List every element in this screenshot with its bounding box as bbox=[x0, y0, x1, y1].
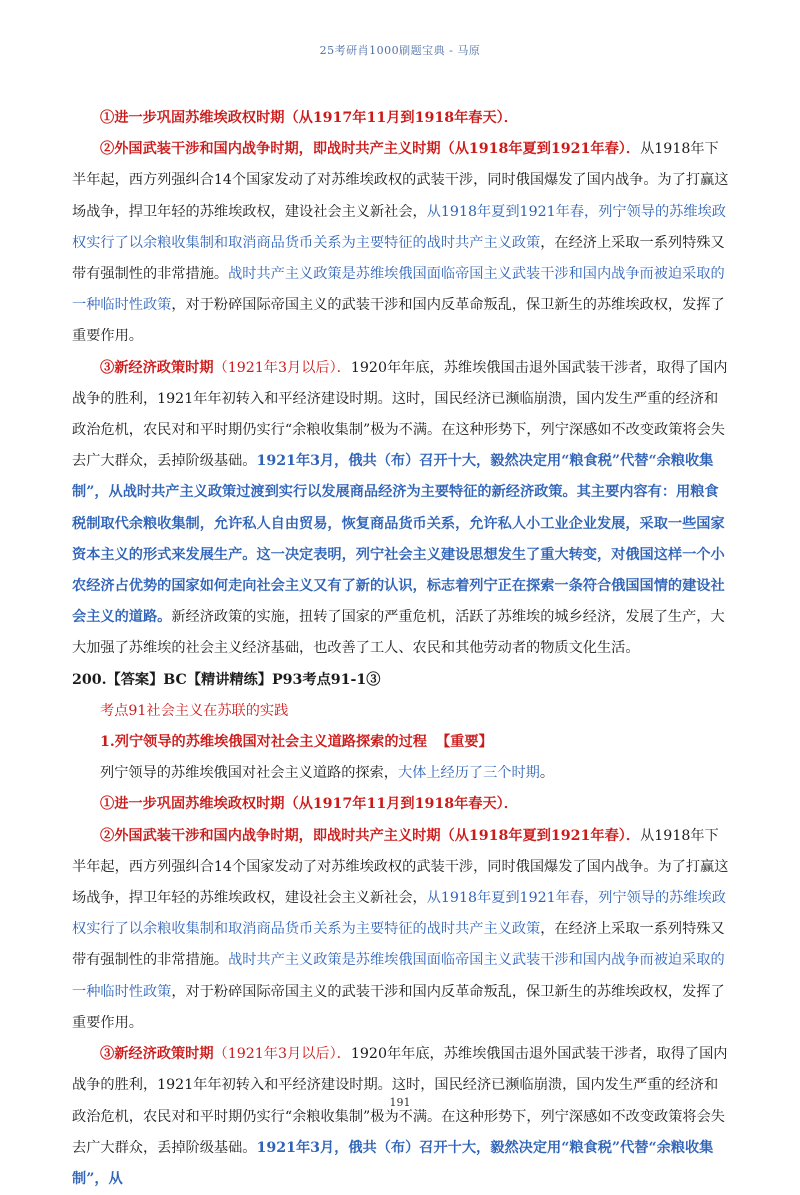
bottom-period-2 bbox=[72, 821, 732, 1039]
period-2-text-a: 从1918年下半年起，西方列强纠合14个国家发动了对苏维埃政权的武装干涉，同时俄国爆发了国内战争。为了打赢这场战争，捍卫年轻的苏维埃政权，建设社会主义新社会， bbox=[72, 141, 729, 220]
section-heading bbox=[72, 727, 732, 758]
b-period-2-highlight-2: 战时共产主义政策是苏维埃俄国面临帝国主义武装干涉和国内战争而被迫采取的一种临时性政策 bbox=[72, 952, 725, 1000]
top-period-3 bbox=[72, 353, 732, 665]
answer-label: 200.【答案】BC【精讲精练】P93考点91-1③ bbox=[72, 671, 381, 688]
b-period-1-title: ①进一步巩固苏维埃政权时期（从1917年11月到1918年春天）． bbox=[100, 796, 518, 813]
b-period-3-text-a: 1920年年底，苏维埃俄国击退外国武装干涉者，取得了国内战争的胜利，1921年年初转入和平经济建设时期。这时，国民经济已濒临崩溃，国内发生严重的经济和政治危机，农民对和平时期仍实行“余粮收集制”极为不满。在这种形势下，列宁深感如不改变政策将会失去广大群众，丢掉阶级基础。 bbox=[72, 1046, 728, 1156]
b-period-3-title: ③新经济政策时期 bbox=[100, 1046, 214, 1063]
b-period-2-text-a: 从1918年下半年起，西方列强纠合14个国家发动了对苏维埃政权的武装干涉，同时俄国爆发了国内战争。为了打赢这场战争，捍卫年轻的苏维埃政权，建设社会主义新社会， bbox=[72, 827, 729, 907]
bottom-period-1 bbox=[72, 789, 732, 820]
bottom-period-3 bbox=[72, 1039, 732, 1195]
b-period-2-text-b: ，在经济上采取一系列特殊又带有强制性的非常措施。 bbox=[72, 921, 725, 969]
period-2-text-c: ，对于粉碎国际帝国主义的武装干涉和国内反革命叛乱，保卫新生的苏维埃政权，发挥了重要作用。 bbox=[72, 297, 725, 345]
section-title: 1.列宁领导的苏维埃俄国对社会主义道路探索的过程 bbox=[100, 734, 427, 751]
period-2-text-b: ，在经济上采取一系列特殊又带有强制性的非常措施。 bbox=[72, 234, 725, 283]
period-3-date: （1921年3月以后）． bbox=[213, 359, 351, 376]
page-number: 191 bbox=[389, 1096, 411, 1109]
period-2-highlight-2: 战时共产主义政策是苏维埃俄国面临帝国主义武装干涉和国内战争而被迫采取的一种临时性政策 bbox=[72, 266, 725, 314]
b-period-2-highlight-1: 从1918年夏到1921年春，列宁领导的苏维埃政权实行了以余粮收集制和取消商品货币关系为主要特征的战时共产主义政策 bbox=[72, 890, 726, 938]
answer-line bbox=[72, 665, 732, 696]
b-period-3-highlight: 1921年3月，俄共（布）召开十大，毅然决定用“粮食税”代替“余粮收集制”，从 bbox=[72, 1139, 714, 1187]
intro-text: 列宁领导的苏维埃俄国对社会主义道路的探索， bbox=[100, 765, 398, 782]
period-2-title: ②外国武装干涉和国内战争时期，即战时共产主义时期（从1918年夏到1921年春）． bbox=[100, 141, 641, 158]
period-3-title: ③新经济政策时期 bbox=[100, 359, 214, 376]
b-period-3-date: （1921年3月以后）． bbox=[213, 1046, 351, 1063]
section-tag: 【重要】 bbox=[435, 734, 493, 751]
top-period-2 bbox=[72, 134, 732, 352]
b-period-2-text-c: ，对于粉碎国际帝国主义的武装干涉和国内反革命叛乱，保卫新生的苏维埃政权，发挥了重要作用。 bbox=[72, 983, 725, 1031]
period-2-highlight-1: 从1918年夏到1921年春，列宁领导的苏维埃政权实行了以余粮收集制和取消商品货币关系为主要特征的战时共产主义政策 bbox=[72, 203, 726, 251]
kaodian-heading bbox=[72, 696, 732, 727]
document-body bbox=[72, 103, 732, 1195]
intro-end: 。 bbox=[539, 765, 555, 782]
period-3-highlight: 1921年3月，俄共（布）召开十大，毅然决定用“粮食税”代替“余粮收集制”，从战时共产主义政策过渡到实行以发展商品经济为主要特征的新经济政策。其主要内容有：用粮食税制取代余粮收集制，允许私人自由贸易，恢复商品货币关系，允许私人小工业企业发展，采取一些国家资本主义的形式来发展生产。这一决定表明，列宁社会主义建设思想发生了重大转变，对俄国这样一个小农经济占优势的国家如何走向社会主义又有了新的认识，标志着列宁正在探索一条符合俄国国情的建设社会主义的道路。 bbox=[72, 453, 725, 626]
section-intro bbox=[72, 758, 732, 789]
period-1-title: ①进一步巩固苏维埃政权时期（从1917年11月到1918年春天）． bbox=[100, 110, 518, 126]
period-3-text-b: 新经济政策的实施，扭转了国家的严重危机，活跃了苏维埃的城乡经济，发展了生产，大大加强了苏维埃的社会主义经济基础，也改善了工人、农民和其他劳动者的物质文化生活。 bbox=[72, 609, 725, 657]
b-period-2-title: ②外国武装干涉和国内战争时期，即战时共产主义时期（从1918年夏到1921年春）． bbox=[100, 827, 641, 844]
top-period-1 bbox=[72, 103, 732, 134]
intro-highlight: 大体上经历了三个时期 bbox=[397, 765, 540, 782]
page-header: 25考研肖1000刷题宝典 - 马原 bbox=[319, 44, 481, 57]
period-3-text-a: 1920年年底，苏维埃俄国击退外国武装干涉者，取得了国内战争的胜利，1921年年初转入和平经济建设时期。这时，国民经济已濒临崩溃，国内发生严重的经济和政治危机，农民对和平时期仍实行“余粮收集制”极为不满。在这种形势下，列宁深感如不改变政策将会失去广大群众，丢掉阶级基础。 bbox=[72, 359, 728, 470]
kaodian-title: 考点91社会主义在苏联的实践 bbox=[100, 702, 289, 719]
